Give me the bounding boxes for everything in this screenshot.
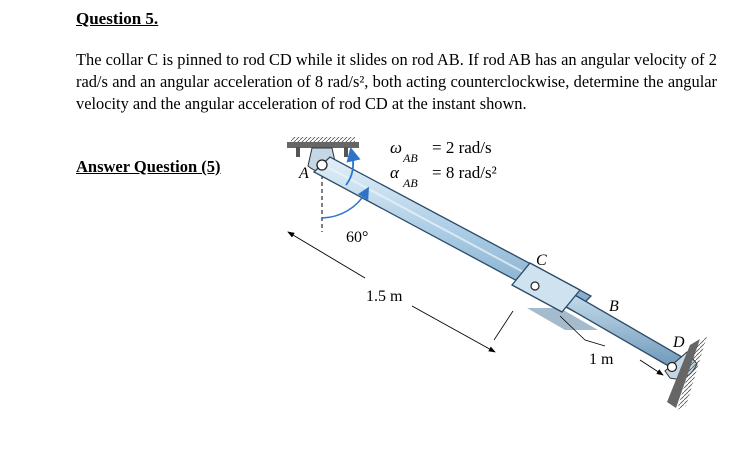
- omega-value: = 2 rad/s: [432, 138, 492, 157]
- alpha-value: = 8 rad/s²: [432, 163, 497, 182]
- alpha-symbol: α: [390, 163, 399, 182]
- answer-heading: Answer Question (5): [76, 157, 221, 176]
- angle-label: 60°: [346, 229, 369, 246]
- label-a: A: [299, 165, 309, 182]
- dimension-cd-label: 1 m: [589, 351, 614, 368]
- label-b: B: [609, 298, 619, 315]
- alpha-subscript: AB: [403, 176, 418, 190]
- support-d: [665, 336, 707, 410]
- omega-subscript: AB: [403, 151, 418, 165]
- question-text: The collar C is pinned to rod CD while it slides on rod AB. If rod AB has an angular velocity of 2 rad/s and an angular acceleration of 8 rad/s², both acting counterclockwise, determine the angular velocity and the angular acceleration of rod CD at the instant shown.: [76, 50, 717, 113]
- question-title: Question 5.: [76, 9, 159, 28]
- label-c: C: [536, 252, 547, 269]
- dimension-ac-label: 1.5 m: [366, 288, 403, 305]
- omega-symbol: ω: [390, 138, 403, 157]
- pin-a: [317, 160, 327, 170]
- label-d: D: [673, 334, 685, 351]
